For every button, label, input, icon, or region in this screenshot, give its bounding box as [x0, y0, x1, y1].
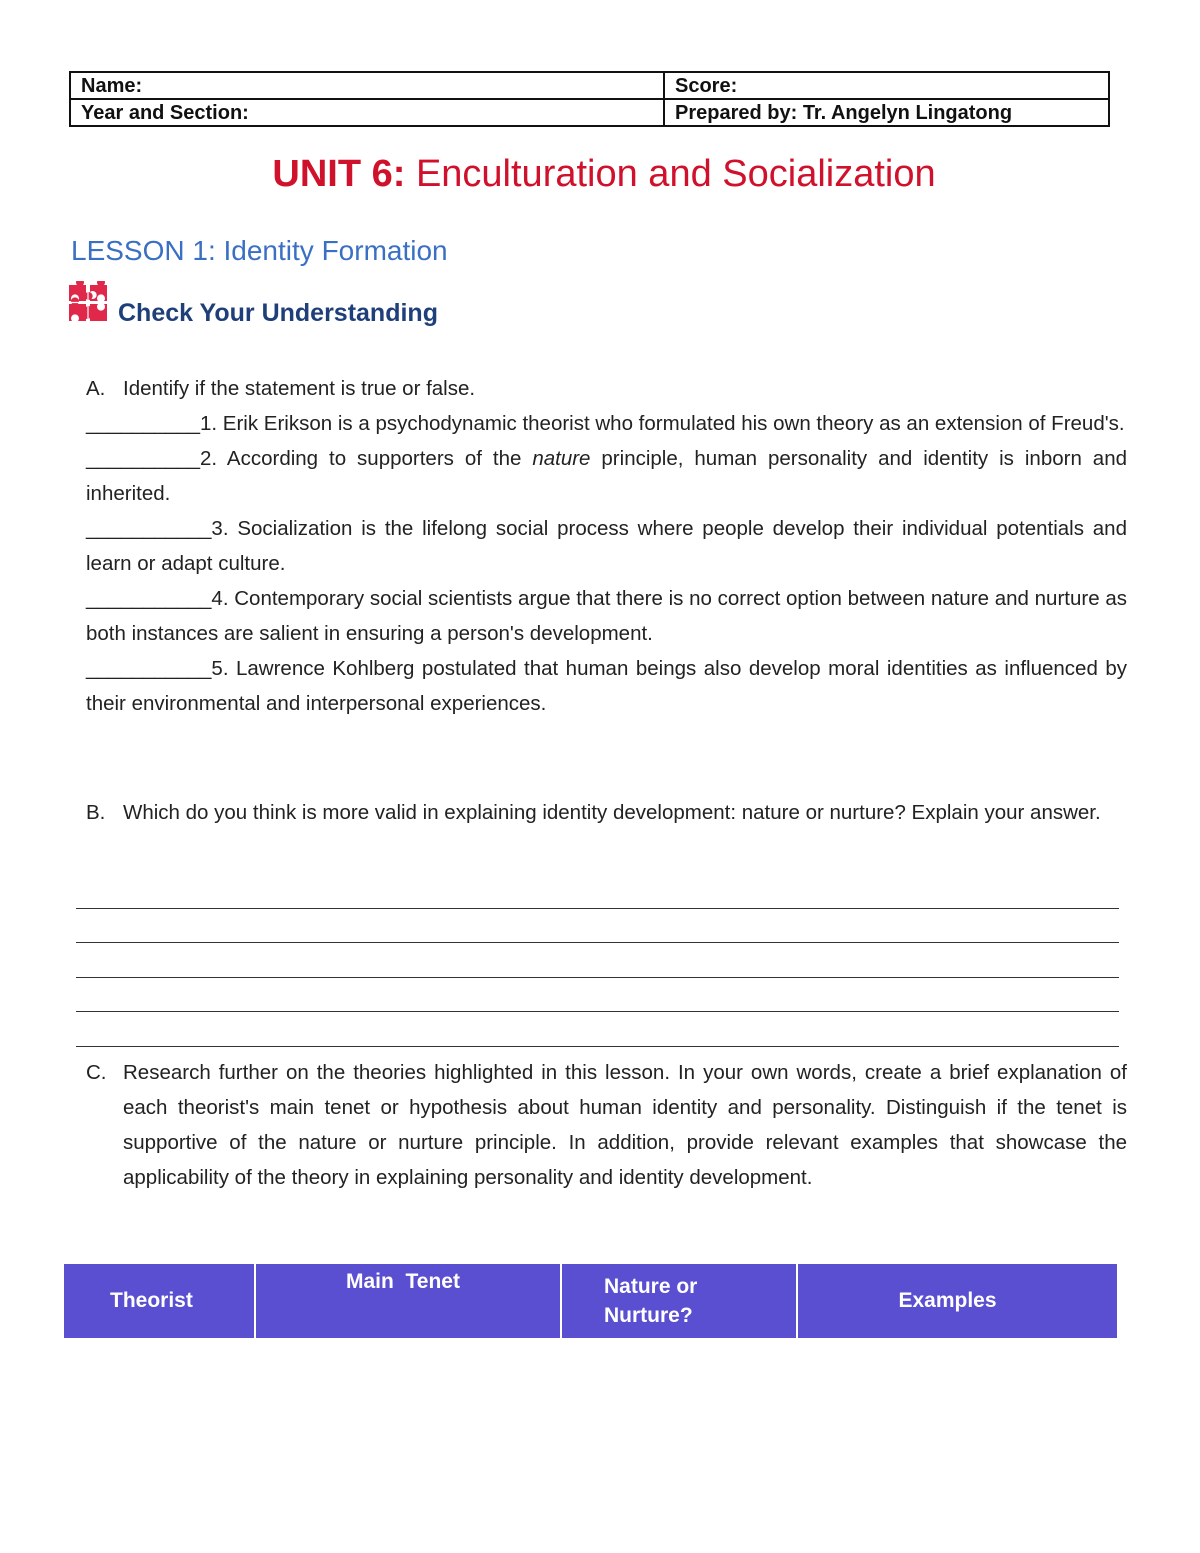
- header-nature-or-nurture: [561, 1263, 797, 1339]
- puzzle-icon: [66, 281, 110, 325]
- answer-blank-5[interactable]: ___________: [86, 657, 212, 680]
- section-c-marker: C.: [86, 1061, 107, 1084]
- theorist-table: [62, 1262, 1119, 1340]
- answer-blank-2[interactable]: __________: [86, 447, 201, 470]
- name-field[interactable]: Name:: [70, 72, 664, 99]
- tf-item-3-text: 3. Socialization is the lifelong social process where people develop their individual potentials and learn or adapt culture.: [86, 517, 1127, 575]
- year-section-field[interactable]: Year and Section:: [70, 99, 664, 126]
- section-b-question: Which do you think is more valid in explaining identity development: nature or nurture? Explain your answer.: [123, 801, 1101, 824]
- section-b: [86, 795, 1127, 830]
- check-title: Check Your Understanding: [118, 298, 438, 327]
- tf-item-5-text: 5. Lawrence Kohlberg postulated that human beings also develop moral identities as influenced by their environmental and interpersonal experiences.: [86, 657, 1127, 715]
- section-a-marker: A.: [86, 377, 106, 400]
- answer-line[interactable]: [76, 1012, 1119, 1047]
- tf-item-5: [86, 651, 1127, 721]
- tf-item-1: [86, 406, 1127, 441]
- lesson-title: LESSON 1: Identity Formation: [71, 235, 448, 266]
- header-main-tenet: Main Tenet: [255, 1263, 561, 1339]
- header-theorist: Theorist: [63, 1263, 255, 1339]
- header-examples: Examples: [797, 1263, 1118, 1339]
- answer-blank-4[interactable]: ___________: [86, 587, 212, 610]
- prepared-by: Prepared by: Tr. Angelyn Lingatong: [664, 99, 1109, 126]
- section-b-answer-area[interactable]: [76, 874, 1119, 1047]
- header-info-table: [69, 71, 1110, 127]
- header-nature-or-nurture-text: Nature or Nurture?: [604, 1275, 698, 1327]
- tf-item-4-text: 4. Contemporary social scientists argue that there is no correct option between nature and nurture as both instances are salient in ensuring a person's development.: [86, 587, 1127, 645]
- section-a-instruction: Identify if the statement is true or false.: [123, 377, 476, 400]
- check-understanding-heading: [66, 280, 438, 326]
- answer-line[interactable]: [76, 978, 1119, 1013]
- tf-item-2-text-before: 2. According to supporters of the: [200, 447, 533, 470]
- answer-line[interactable]: [76, 874, 1119, 909]
- tf-item-2-text-after: principle, human personality and identity is inborn and inherited.: [86, 447, 1133, 505]
- tf-item-2-emphasis: nature: [532, 447, 591, 470]
- section-b-marker: B.: [86, 801, 106, 824]
- score-field[interactable]: Score:: [664, 72, 1109, 99]
- unit-name: Enculturation and Socialization: [405, 153, 936, 195]
- section-a: [86, 371, 1133, 721]
- section-c: [86, 1055, 1127, 1195]
- answer-line[interactable]: [76, 943, 1119, 978]
- answer-blank-3[interactable]: ___________: [86, 517, 212, 540]
- answer-blank-1[interactable]: __________: [86, 412, 201, 435]
- answer-line[interactable]: [76, 909, 1119, 944]
- tf-item-4: [86, 581, 1127, 651]
- unit-title: [0, 150, 1200, 198]
- tf-item-1-text: 1. Erik Erikson is a psychodynamic theorist who formulated his own theory as an extension of Freud's.: [200, 412, 1125, 435]
- tf-item-3: [86, 511, 1127, 581]
- section-c-instruction: Research further on the theories highlighted in this lesson. In your own words, create a brief explanation of each theorist's main tenet or hypothesis about human identity and personality. Distinguish if the tenet is supportive of the nature or nurture principle. In addition, provide relevant examples that showcase the applicability of the theory in explaining personality and identity development.: [123, 1061, 1127, 1189]
- unit-label: UNIT 6:: [272, 153, 406, 195]
- tf-item-2: [86, 441, 1133, 511]
